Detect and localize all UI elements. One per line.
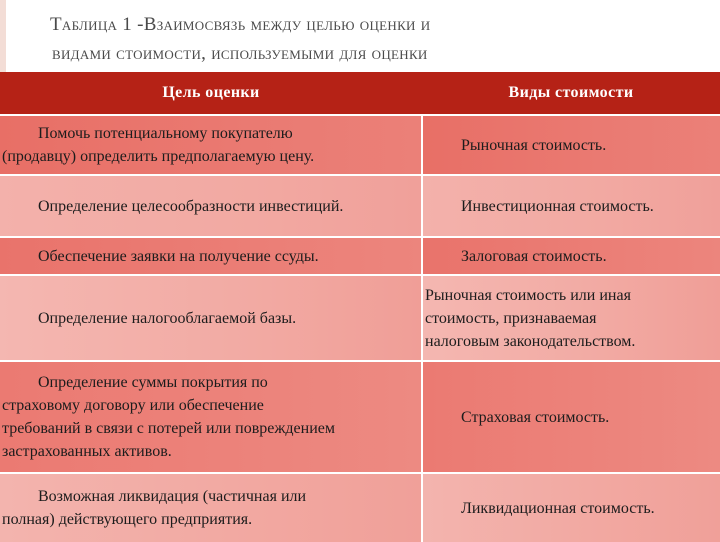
table-row [0,175,720,237]
value-text-line: Рыночная стоимость или иная [425,286,631,304]
goal-cell [0,473,422,542]
title-line-1: Таблица 1 -Взаимосвязь между целью оценки и [50,14,431,35]
table-row [0,361,720,473]
title-line-2: видами стоимости, используемыми для оценки [52,43,428,64]
goal-text-line: Определение налогооблагаемой базы. [38,309,297,327]
table-row [0,275,720,361]
table-header-row [0,72,720,115]
value-text-line: Страховая стоимость. [461,408,610,426]
header-goal: Цель оценки [0,72,422,115]
goal-cell [0,275,422,361]
goal-text-line: Возможная ликвидация (частичная или [38,488,307,505]
value-cell [422,175,720,237]
goal-text-line: застрахованных активов. [2,443,172,460]
goal-cell [0,175,422,237]
goal-text-line: Определение целесообразности инвестиций. [38,197,344,215]
goal-cell [0,361,422,473]
table-row [0,115,720,175]
value-cell [422,115,720,175]
goal-text-line: требований в связи с потерей или повреждением [2,420,335,437]
goal-text-line: Помочь потенциальному покупателю [38,125,293,142]
goal-text-line: (продавцу) определить предполагаемую цену. [2,148,315,165]
goal-text-line: Определение суммы покрытия по [38,374,268,391]
goal-cell [0,237,422,275]
goal-text-line: полная) действующего предприятия. [2,511,253,528]
goal-text-line: Обеспечение заявки на получение ссуды. [38,247,319,265]
page-title [50,10,710,68]
value-cell [422,361,720,473]
value-text-line: Рыночная стоимость. [461,136,607,154]
header-value-types: Виды стоимости [422,72,720,115]
value-cell [422,473,720,542]
goal-cell [0,115,422,175]
value-text-line: Ликвидационная стоимость. [461,499,655,517]
value-text-line: Залоговая стоимость. [461,247,607,265]
value-cell [422,237,720,275]
table-row [0,473,720,542]
value-text-line: налоговым законодательством. [425,332,636,350]
goal-text-line: страховому договору или обеспечение [2,397,264,414]
valuation-table [0,72,720,542]
table-row [0,237,720,275]
value-text-line: Инвестиционная стоимость. [461,197,654,215]
value-text-line: стоимость, признаваемая [425,309,597,327]
value-cell [422,275,720,361]
